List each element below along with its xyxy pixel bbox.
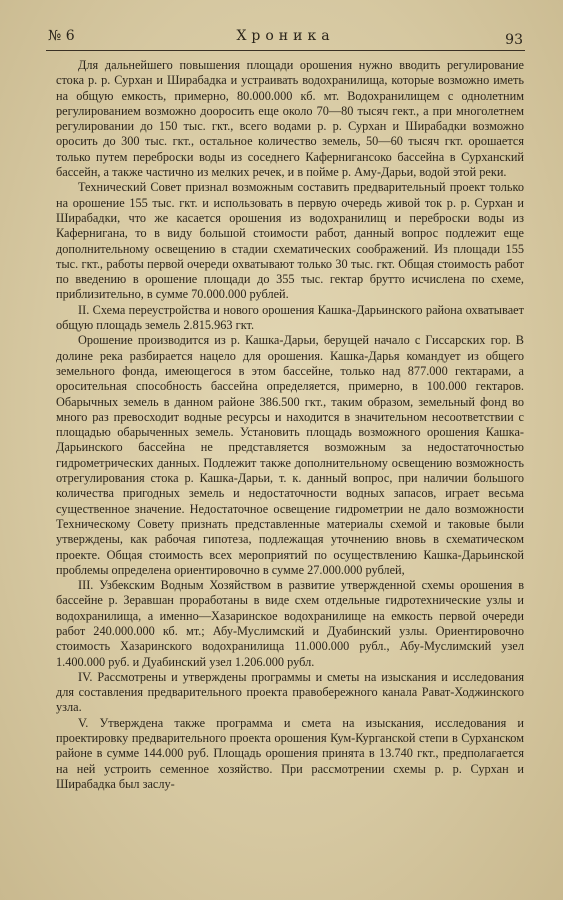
paragraph-technical-council: Технический Совет признал возможным составить предварительный проект только на орошение 155 тыс. гкт. и использовать в первую очередь живой ток р. р. Сурхан и Ширабадки, что же касается орошения из водохранилищ и переброски воды из Кафернигана, то в виду большой стоимости работ, данный вопрос подлежит еще дополнительному освещению в стадии схематических соображений. Из площади 155 тыс. гкт., работы первой очереди охватывают только 30 тыс. гкт. Общая стоимость работ по введению в орошение площади до 355 тыс. гектар брутто исчислена по схеме, приблизительно, в сумме 70.000.000 рублей.	[56, 180, 524, 302]
section-title: Хроника	[236, 28, 335, 44]
paragraph-section-2: II. Схема переустройства и нового орошения Кашка-Дарьинского района охватывает общую площадь земель 2.815.963 гкт.	[56, 302, 524, 333]
issue-number: № 6	[48, 28, 75, 44]
paragraph-kashka-darya: Орошение производится из р. Кашка-Дарьи, берущей начало с Гиссарских гор. В долине река разбирается нацело для орошения. Кашка-Дарья командует из общего земельного фонда, имеющегося в этом бассейне, только над 877.000 гектарами, а оросительная способность бассейна определяется, примерно, в 100.000 гектаров. Обарычных земель в данном районе 386.500 гкт., таким образом, земельный фонд во много раз превосходит водные ресурсы и находится в значительном несоответствии с площадью обарыченных земель. Установить площадь возможного орошения Кашка-Дарьинского бассейна не представляется возможным за недостаточностью гидрометрических данных. Подлежит также дополнительному освещению возможность отрегулирования стока р. Кашка-Дарьи, т. к. данный вопрос, при наличии большого количества пригодных земель и недостаточности водных запасов, играет весьма существенное значение. Недостаточное освещение гидрометрии не дало возможности Техническому Совету признать представленные материалы схемой и таковые были утверждены, как рабочая гипотеза, подлежащая уточнению вновь в схематическом проекте. Общая стоимость всех мероприятий по осуществлению Кашка-Дарьинской проблемы определена ориентировочно в сумме 27.000.000 рублей,	[56, 333, 524, 577]
page-number: 93	[505, 32, 523, 48]
article-body	[56, 58, 524, 792]
paragraph-section-3: III. Узбекским Водным Хозяйством в развитие утвержденной схемы орошения в бассейне р. Зеравшан проработаны в виде схем отдельные гидротехнические узлы и водохранилища, а именно—Хазаринское водохранилище на емкость первой очереди работ 240.000.000 кб. мт.; Абу-Муслимский и Дуабинский узлы. Ориентировочно стоимость Хазаринского водохранилища 11.000.000 рубл., Абу-Муслимский узел 1.400.000 руб. и Дуабинский узел 1.206.000 рубл.	[56, 578, 524, 669]
paragraph-section-5: V. Утверждена также программа и смета на изыскания, исследования и проектировку предварительного проекта орошения Кум-Курганской степи в Сурханском районе в сумме 144.000 руб. Площадь орошения принята в 13.740 гкт., предполагается на ней устроить семенное хозяйство. При рассмотрении схемы р. р. Сурхан и Ширабадка был заслу-	[56, 715, 524, 791]
paragraph-section-4: IV. Рассмотрены и утверждены программы и сметы на изыскания и исследования для составления предварительного проекта правобережного канала Рават-Ходжинского узла.	[56, 669, 524, 715]
page-header	[48, 28, 523, 50]
paragraph-reservoirs: Для дальнейшего повышения площади орошения нужно вводить регулирование стока р. р. Сурхан и Ширабадка и устраивать водохранилища, которые возможно иметь на общую емкость, примерно, 80.000.000 кб. мт. Водохранилищем с однолетним регулированием возможно дооросить еще около 70—80 тысяч гект., а при многолетнем регулировании до 150 тыс. гкт., всего водами р. р. Сурхан и Ширабадки возможно оросить до 300 тыс. гкт., остальное количество земель, 50—60 тысяч гкт. орошается только путем переброски воды из соседнего Кафернигансоко бассейна в Сурханский бассейн, а также частично из мелких речек, и в пойме р. Аму-Дарьи, водой этой реки.	[56, 58, 524, 180]
header-rule	[46, 50, 525, 51]
